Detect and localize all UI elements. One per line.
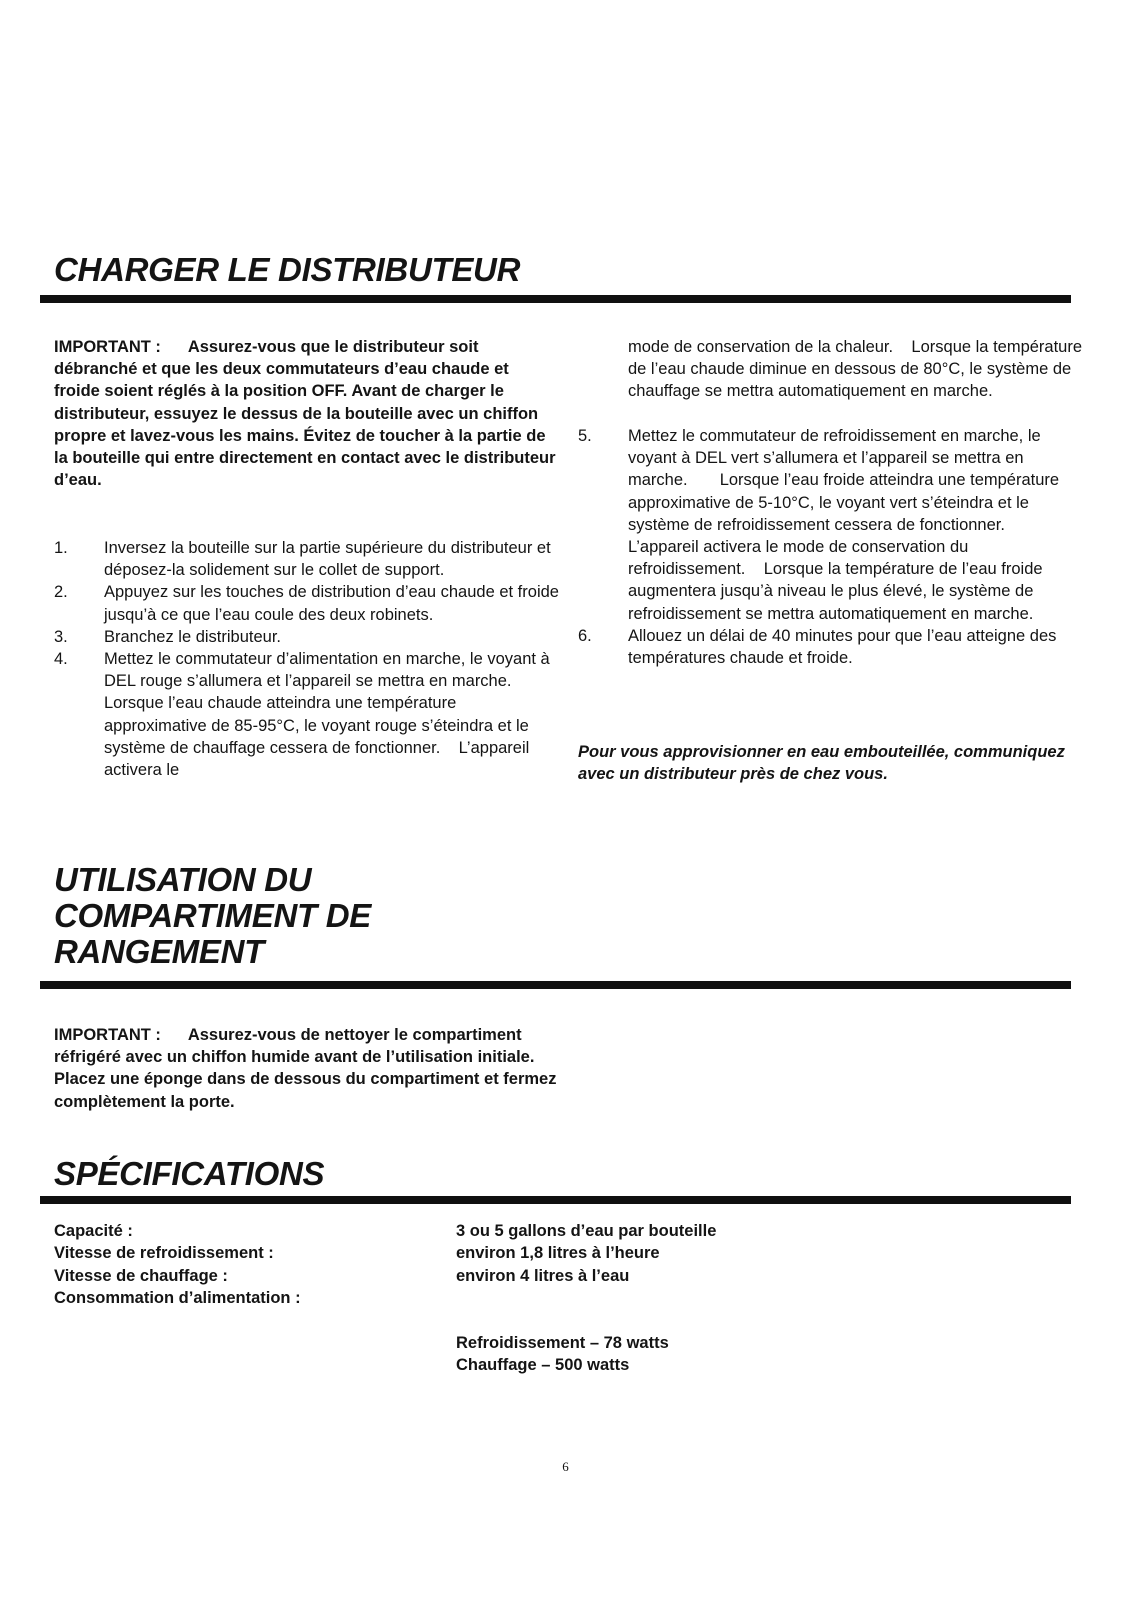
list-item: 3. Branchez le distributeur. [54, 627, 282, 646]
spec-value: Chauffage – 500 watts [456, 1356, 630, 1375]
list-item: 6. Allouez un délai de 40 minutes pour que l’eau atteigne des températures chaude et froide. [578, 626, 1061, 668]
section-divider [40, 981, 1071, 989]
spec-row-capacity [54, 1220, 814, 1242]
spec-label: Consommation d’alimentation : [54, 1289, 301, 1308]
spec-label: Capacité : [54, 1222, 133, 1240]
section-divider [40, 295, 1071, 303]
specifications-table [54, 1220, 814, 1377]
spec-value: environ 1,8 litres à l’heure [456, 1244, 660, 1263]
section-title-charger: CHARGER LE DISTRIBUTEUR [54, 251, 521, 288]
spec-value: environ 4 litres à l’eau [456, 1266, 630, 1285]
spec-row-power-consumption [54, 1287, 814, 1309]
spec-row-heating-power [54, 1354, 814, 1376]
section-title-utilisation [54, 862, 371, 970]
important-notice-rangement: IMPORTANT : Assurez-vous de nettoyer le compartiment réfrigéré avec un chiffon humide avant de l’utilisation initiale. Placez une éponge dans de dessous du compartiment et fermez complètement la porte. [54, 1026, 562, 1111]
spec-row-cooling-speed [54, 1242, 814, 1264]
spec-value: Refroidissement – 78 watts [456, 1333, 669, 1352]
bottled-water-note: Pour vous approvisionner en eau embouteillée, communiquez avec un distributeur près de chez vous. [578, 743, 1065, 784]
list-item: 4. Mettez le commutateur d’alimentation en marche, le voyant à DEL rouge s’allumera et l’appareil se mettra en marche. Lorsque l’eau chaude atteindra une température approximative de 85-95°C, le voyant rouge s’éteindra et le système de chauffage cessera de fonctionner. L’appareil activera le [54, 650, 555, 780]
section-title-specifications: SPÉCIFICATIONS [54, 1155, 325, 1192]
title-line: UTILISATION DU [54, 861, 312, 898]
title-line: RANGEMENT [54, 933, 264, 970]
section-divider [40, 1196, 1071, 1204]
page-number: 6 [562, 1459, 569, 1474]
title-line: COMPARTIMENT DE [54, 897, 371, 934]
steps-list-right [578, 425, 1084, 669]
spec-label: Vitesse de refroidissement : [54, 1244, 274, 1263]
step-4-continuation: mode de conservation de la chaleur. Lorsque la température de l’eau chaude diminue en dessous de 80°C, le système de chauffage se mettra automatiquement en marche. [628, 338, 1087, 401]
list-item: 2. Appuyez sur les touches de distribution d’eau chaude et froide jusqu’à ce que l’eau coule des deux robinets. [54, 583, 564, 624]
list-item: 1. Inversez la bouteille sur la partie supérieure du distributeur et déposez-la solidement sur le collet de support. [54, 539, 556, 580]
steps-list-left [54, 537, 564, 781]
spec-row-heating-speed [54, 1265, 814, 1287]
important-notice-charger: IMPORTANT : Assurez-vous que le distributeur soit débranché et que les deux commutateurs d’eau chaude et froide soient réglés à la position OFF. Avant de charger le distributeur, essuyez le dessus de la bouteille avec un chiffon propre et lavez-vous les mains. Évitez de toucher à la partie de la bouteille qui entre directement en contact avec le distributeur d’eau. [54, 338, 561, 490]
spec-value: 3 ou 5 gallons d’eau par bouteille [456, 1222, 717, 1240]
spec-label: Vitesse de chauffage : [54, 1266, 228, 1285]
spec-row-cooling-power [54, 1332, 814, 1354]
spec-row-blank [54, 1310, 814, 1332]
list-item: 5. Mettez le commutateur de refroidissement en marche, le voyant à DEL vert s’allumera et l’appareil se mettra en marche. Lorsque l’eau froide atteindra une température approximative de 5-10°C, le voyant vert s’éteindra et le système de refroidissement cessera de fonctionner. L’appareil activera le mode de conservation du refroidissement. Lorsque la température de l’eau froide augmentera jusqu’à niveau le plus élevé, le système de refroidissement se mettra automatiquement en marche. [578, 427, 1064, 623]
